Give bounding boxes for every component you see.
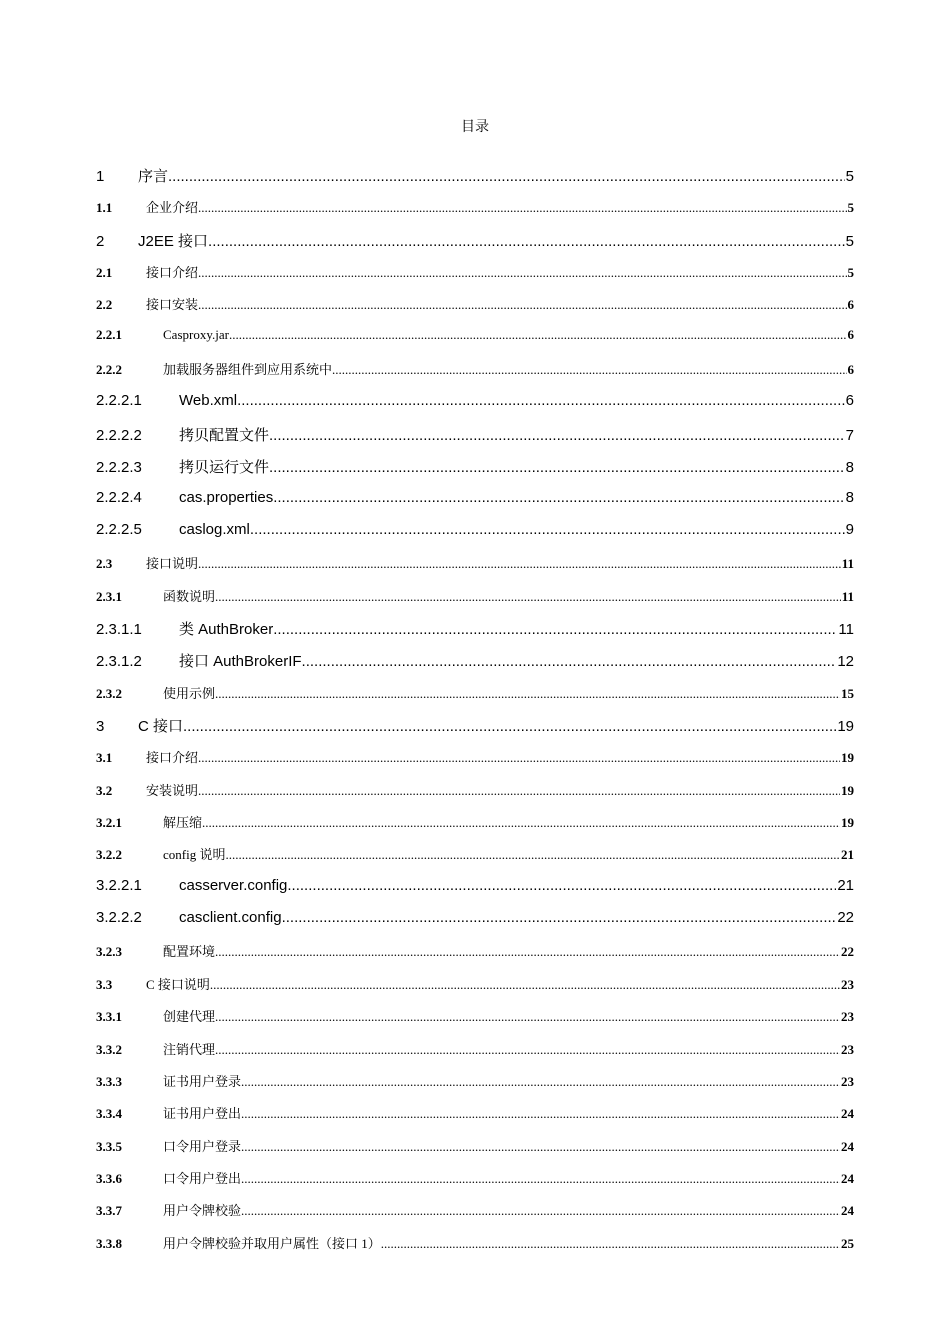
dot-leader xyxy=(215,944,840,960)
toc-entry-number: 2.2 xyxy=(96,297,113,313)
toc-entry-title: 证书用户登录 xyxy=(163,1073,242,1089)
toc-entry[interactable] xyxy=(96,392,854,409)
toc-entry-page: 21 xyxy=(841,847,854,863)
toc-entry-number: 3.3.8 xyxy=(96,1235,122,1251)
toc-entry-number: 3.2.2.1 xyxy=(96,876,142,894)
dot-leader xyxy=(332,362,846,378)
dot-leader xyxy=(198,556,841,572)
toc-entry-title: 接口介绍 xyxy=(146,265,199,281)
toc-entry-page: 22 xyxy=(841,944,854,960)
toc-entry[interactable] xyxy=(96,812,854,831)
toc-entry[interactable] xyxy=(96,1039,854,1058)
toc-entry[interactable] xyxy=(96,327,854,343)
dot-leader xyxy=(215,1009,840,1025)
toc-entry[interactable] xyxy=(96,1006,854,1025)
toc-entry[interactable] xyxy=(96,294,854,313)
toc-entry-title: 拷贝配置文件 xyxy=(179,426,270,444)
toc-entry-number: 2.3.1.2 xyxy=(96,653,142,671)
toc-entry-title: 序言 xyxy=(138,168,169,185)
toc-entry[interactable] xyxy=(96,262,854,281)
toc-entry-page: 12 xyxy=(837,653,854,671)
toc-entry-title: 口令用户登录 xyxy=(163,1138,242,1154)
toc-entry-number: 2.3 xyxy=(96,556,113,572)
dot-leader xyxy=(273,489,844,506)
dot-leader xyxy=(208,233,845,250)
toc-entry-page: 23 xyxy=(841,976,854,992)
toc-entry[interactable] xyxy=(96,359,854,378)
toc-entry[interactable] xyxy=(96,456,854,477)
toc-entry-number: 2.3.1.1 xyxy=(96,620,142,638)
dot-leader xyxy=(381,1236,840,1252)
dot-leader xyxy=(198,200,846,216)
toc-entry-number: 3.2.2 xyxy=(96,847,122,863)
toc-entry-number: 3.3.7 xyxy=(96,1203,122,1219)
toc-entry-title: Web.xml xyxy=(179,391,238,409)
toc-entry-title: 注销代理 xyxy=(163,1041,216,1057)
toc-entry-page: 6 xyxy=(847,326,854,342)
toc-entry[interactable] xyxy=(96,618,854,639)
toc-entry-title: 创建代理 xyxy=(163,1009,216,1025)
dot-leader xyxy=(241,1203,840,1219)
toc-entry-title: 证书用户登出 xyxy=(163,1106,242,1122)
toc-entry-number: 2.1 xyxy=(96,265,113,281)
toc-entry[interactable] xyxy=(96,586,854,605)
toc-entry-page: 19 xyxy=(837,718,854,735)
toc-entry-title: 企业介绍 xyxy=(146,200,199,216)
toc-entry-title: 接口介绍 xyxy=(146,750,199,766)
toc-entry-title: 类 AuthBroker xyxy=(179,620,274,638)
toc-entry-number: 2.2.2.1 xyxy=(96,391,142,409)
toc-entry-title: cas.properties xyxy=(179,488,274,506)
dot-leader xyxy=(198,297,846,313)
toc-entry-page: 6 xyxy=(845,391,854,409)
toc-entry[interactable] xyxy=(96,974,854,993)
toc-entry-title: 配置环境 xyxy=(163,944,216,960)
toc-entry-page: 5 xyxy=(847,200,854,216)
toc-entry-page: 11 xyxy=(841,588,854,604)
toc-entry[interactable] xyxy=(96,553,854,572)
toc-entry[interactable] xyxy=(96,909,854,926)
toc-entry-page: 23 xyxy=(841,1041,854,1057)
toc-entry-page: 22 xyxy=(837,909,854,927)
toc-entry-number: 3.2.3 xyxy=(96,944,122,960)
toc-entry-page: 6 xyxy=(847,362,854,378)
toc-entry[interactable] xyxy=(96,521,854,538)
toc-entry-title: 接口安装 xyxy=(146,297,199,313)
toc-entry[interactable] xyxy=(96,165,854,186)
toc-entry-page: 11 xyxy=(838,620,854,638)
toc-entry-title: config 说明 xyxy=(163,847,226,863)
toc-entry-number: 3.3.5 xyxy=(96,1138,122,1154)
toc-entry-number: 2.2.2.2 xyxy=(96,426,142,444)
toc-entry-number: 2.2.2.5 xyxy=(96,520,142,538)
toc-entry[interactable] xyxy=(96,780,854,799)
toc-heading: 目录 xyxy=(461,119,489,135)
toc-entry-page: 5 xyxy=(845,168,854,185)
toc-entry-number: 3.2.2.2 xyxy=(96,909,142,927)
dot-leader xyxy=(198,783,840,799)
dot-leader xyxy=(229,327,847,343)
dot-leader xyxy=(198,265,846,281)
toc-entry-number: 2.2.1 xyxy=(96,326,122,342)
toc-entry-title: 接口 AuthBrokerIF xyxy=(179,653,302,671)
toc-entry-page: 21 xyxy=(837,876,854,894)
toc-entry-number: 1 xyxy=(96,168,105,185)
toc-entry[interactable] xyxy=(96,715,854,736)
dot-leader xyxy=(302,653,837,670)
toc-entry[interactable] xyxy=(96,747,854,766)
toc-entry[interactable] xyxy=(96,1103,854,1122)
dot-leader xyxy=(282,909,837,926)
toc-entry[interactable] xyxy=(96,197,854,216)
toc-entry-page: 23 xyxy=(841,1009,854,1025)
toc-entry-page: 9 xyxy=(845,520,854,538)
toc-entry-number: 2.2.2 xyxy=(96,362,122,378)
toc-entry[interactable] xyxy=(96,1136,854,1155)
toc-entry-title: C 接口 xyxy=(138,718,184,735)
toc-entry-title: 加载服务器组件到应用系统中 xyxy=(163,362,333,378)
toc-entry-page: 11 xyxy=(841,556,854,572)
toc-entry-page: 15 xyxy=(841,685,854,701)
toc-entry-title: 用户令牌校验 xyxy=(163,1203,242,1219)
dot-leader xyxy=(183,718,836,735)
toc-entry[interactable] xyxy=(96,1200,854,1219)
dot-leader xyxy=(198,750,840,766)
toc-entry-number: 3.3.1 xyxy=(96,1009,122,1025)
toc-entry-page: 24 xyxy=(841,1138,854,1154)
toc-entry-title: caslog.xml xyxy=(179,520,250,538)
toc-entry-page: 5 xyxy=(845,232,854,250)
toc-entry[interactable] xyxy=(96,683,854,702)
toc-entry-title: J2EE 接口 xyxy=(138,232,209,250)
toc-entry-number: 2.2.2.3 xyxy=(96,459,142,477)
toc-entry-number: 3.3.6 xyxy=(96,1170,122,1186)
toc-entry-number: 3.3.3 xyxy=(96,1073,122,1089)
dot-leader xyxy=(241,1106,840,1122)
toc-entry[interactable] xyxy=(96,489,854,506)
dot-leader xyxy=(287,877,836,894)
toc-entry-number: 3 xyxy=(96,718,105,735)
toc-entry-page: 19 xyxy=(841,750,854,766)
toc-entry-title: 用户令牌校验并取用户属性（接口 1） xyxy=(163,1235,381,1251)
toc-entry-title: 函数说明 xyxy=(163,588,216,604)
toc-entry-page: 7 xyxy=(845,426,854,444)
dot-leader xyxy=(269,427,845,444)
toc-entry-title: casclient.config xyxy=(179,909,282,927)
toc-entry[interactable] xyxy=(96,877,854,894)
dot-leader xyxy=(241,1139,840,1155)
toc-entry-number: 3.3 xyxy=(96,976,113,992)
toc-entry-page: 19 xyxy=(841,815,854,830)
toc-entry-page: 8 xyxy=(845,459,854,477)
toc-entry-number: 3.3.2 xyxy=(96,1041,122,1057)
toc-entry-page: 5 xyxy=(847,265,854,281)
toc-entry[interactable] xyxy=(96,941,854,960)
toc-entry-title: 解压缩 xyxy=(163,815,203,830)
dot-leader xyxy=(215,1042,840,1058)
toc-entry-number: 3.2.1 xyxy=(96,815,122,830)
dot-leader xyxy=(215,686,840,702)
dot-leader xyxy=(202,815,840,831)
toc-entry-page: 6 xyxy=(847,297,854,313)
toc-entry-page: 25 xyxy=(841,1235,854,1251)
dot-leader xyxy=(168,168,845,185)
toc-entry[interactable] xyxy=(96,1168,854,1187)
toc-entry-number: 2.2.2.4 xyxy=(96,488,142,506)
toc-entry-number: 3.2 xyxy=(96,782,113,798)
toc-entry[interactable] xyxy=(96,844,854,863)
toc-entry-number: 2.3.2 xyxy=(96,685,122,701)
toc-entry-number: 3.3.4 xyxy=(96,1106,122,1122)
dot-leader xyxy=(237,392,845,409)
toc-entry[interactable] xyxy=(96,424,854,445)
toc-entry-page: 19 xyxy=(841,782,854,798)
toc-entry[interactable] xyxy=(96,230,854,251)
toc-entry[interactable] xyxy=(96,1071,854,1090)
dot-leader xyxy=(250,521,845,538)
toc-entry-page: 8 xyxy=(845,488,854,506)
dot-leader xyxy=(241,1171,840,1187)
dot-leader xyxy=(241,1074,840,1090)
toc-entry-title: 接口说明 xyxy=(146,556,199,572)
toc-entry-title: casserver.config xyxy=(179,876,288,894)
toc-entry[interactable] xyxy=(96,1233,854,1252)
toc-entry-title: 口令用户登出 xyxy=(163,1170,242,1186)
toc-entry[interactable] xyxy=(96,650,854,671)
toc-entry-title: C 接口说明 xyxy=(146,976,210,992)
toc-entry-title: 使用示例 xyxy=(163,685,216,701)
toc-entry-number: 3.1 xyxy=(96,750,113,766)
toc-entry-page: 24 xyxy=(841,1106,854,1122)
toc-entry-title: 安装说明 xyxy=(146,782,199,798)
toc-entry-number: 2.3.1 xyxy=(96,588,122,604)
dot-leader xyxy=(215,589,841,605)
toc-entry-page: 24 xyxy=(841,1203,854,1219)
toc-entry-number: 2 xyxy=(96,232,105,250)
toc-entry-title: 拷贝运行文件 xyxy=(179,459,270,477)
dot-leader xyxy=(210,977,840,993)
toc-entry-page: 24 xyxy=(841,1170,854,1186)
dot-leader xyxy=(269,459,845,476)
toc-entry-number: 1.1 xyxy=(96,200,113,216)
toc-entry-title: Casproxy.jar xyxy=(163,326,229,342)
toc-entry-page: 23 xyxy=(841,1073,854,1089)
dot-leader xyxy=(225,847,840,863)
dot-leader xyxy=(273,621,837,638)
